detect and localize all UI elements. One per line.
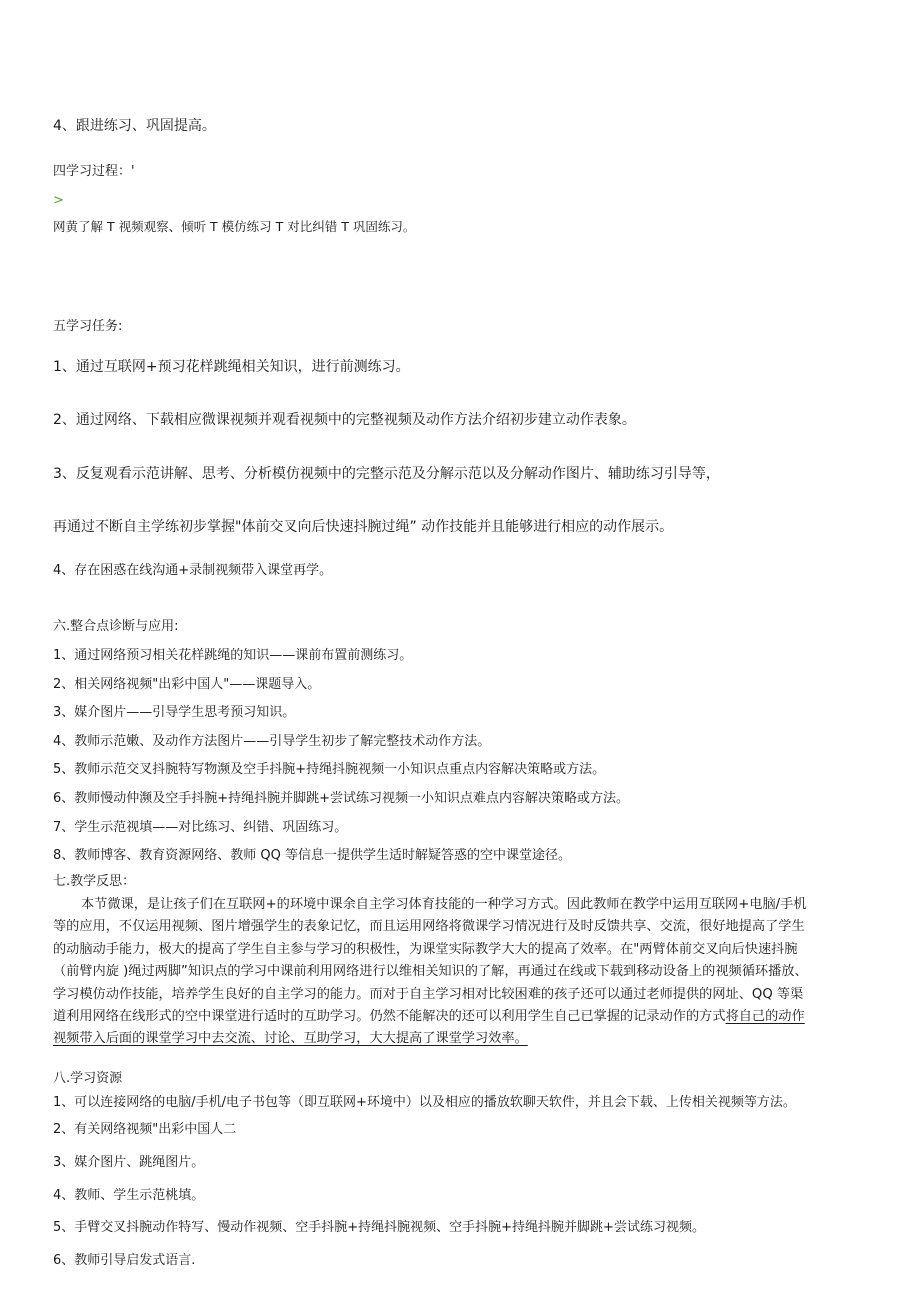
tasks-heading: 五学习任务: xyxy=(53,319,123,334)
task-item: 3、反复观看示范讲解、思考、分析模仿视频中的完整示范及分解示范以及分解动作图片、辅助练习引导等， xyxy=(53,466,720,482)
reflection-line: 学习模仿动作技能，培养学生良好的自主学习的能力。而对于自主学习相对比较困难的孩子还可以通过老师提供的网址、QQ 等渠 xyxy=(53,986,804,1002)
integration-item: 7、学生示范视填——对比练习、纠错、巩固练习。 xyxy=(53,820,348,835)
integration-item: 8、教师博客、教育资源网络、教师 QQ 等信息一提供学生适时解疑答惑的空中课堂途径。 xyxy=(53,848,572,863)
task-item: 1、通过互联网+预习花样跳绳相关知识，进行前测练习。 xyxy=(53,359,410,375)
reflection-line: （前臂内旋 )绳过两脚”知识点的学习中课前利用网络进行以维相关知识的了解，再通过在线或下载到移动设备上的视频循环播放、 xyxy=(53,964,808,980)
reflection-heading: 七.教学反思： xyxy=(53,874,136,889)
reflection-line: 本节微课，是让孩子们在互联网+的环境中课余自主学习体育技能的一种学习方式。因此教师在教学中运用互联网+电脑/手机 xyxy=(81,897,807,912)
reflection-paragraph xyxy=(53,894,845,1051)
reflection-line: 等的应用，不仅运用视频、图片增强学生的表象记忆，而且运用网络将微课学习情况进行及时反馈共享、交流，很好地提高了学生 xyxy=(53,919,805,935)
task-item: 再通过不断自主学练初步掌握"体前交叉向后快速抖腕过绳” 动作技能并且能够进行相应的动作展示。 xyxy=(53,519,674,535)
task-item: 4、存在困惑在线沟通+录制视频带入课堂再学。 xyxy=(53,563,333,578)
reflection-underlined-text: 将自己的动作 xyxy=(725,1009,805,1025)
reflection-text: 道利用网络在线形式的空中课堂进行适时的互助学习。仍然不能解决的还可以利用学生自己已掌握的记录动作的方式 xyxy=(53,1009,726,1025)
reflection-line: 的动脑动手能力，极大的提高了学生自主参与学习的积极性，为课堂实际教学大大的提高了效率。在"两臂体前交叉向后快速抖腕 xyxy=(53,941,798,957)
integration-item: 6、教师慢动仲濒及空手抖腕+持绳抖腕并脚跳+尝试练习视频一小知识点难点内容解决策略或方法。 xyxy=(53,791,630,806)
reflection-line-underlined: 视频带入后面的课堂学习中去交流、讨论、互助学习，大大提高了课堂学习效率。 xyxy=(53,1031,528,1047)
resource-item: 1、可以连接网络的电脑/手机/电子书包等（即互联网+环境中）以及相应的播放软聊天软件，并且会下载、上传相关视频等方法。 xyxy=(53,1095,796,1110)
integration-item: 5、教师示范交叉抖腕特写物濒及空手抖腕+持绳抖腕视频一小知识点重点内容解决策略或方法。 xyxy=(53,762,606,777)
resource-item: 6、教师引导启发式语言. xyxy=(53,1253,196,1268)
integration-heading: 六.整合点诊断与应用: xyxy=(53,619,179,634)
task-item: 2、通过网络、下载相应微课视频并观看视频中的完整视频及动作方法介绍初步建立动作表象。 xyxy=(53,412,636,428)
process-flow: 网黄了解 T 视频观察、倾听 T 模仿练习 T 对比纠错 T 巩固练习。 xyxy=(53,219,416,234)
integration-item: 2、相关网络视频"出彩中国人"——课题导入。 xyxy=(53,677,321,692)
integration-item: 4、教师示范嫩、及动作方法图片——引导学生初步了解完整技术动作方法。 xyxy=(53,734,491,749)
resource-item: 4、教师、学生示范桃填。 xyxy=(53,1188,205,1203)
resources-heading: 八.学习资源 xyxy=(53,1071,123,1086)
arrow-icon: > xyxy=(53,193,64,208)
integration-item: 1、通过网络预习相关花样跳绳的知识——课前布置前测练习。 xyxy=(53,648,413,663)
objective-item-4: 4、跟进练习、巩固提高。 xyxy=(53,118,216,134)
resource-item: 3、媒介图片、跳绳图片。 xyxy=(53,1155,205,1170)
resource-item: 2、有关网络视频"出彩中国人二 xyxy=(53,1122,237,1137)
integration-item: 3、媒介图片——引导学生思考预习知识。 xyxy=(53,705,296,720)
process-heading: 四学习过程：' xyxy=(53,164,135,179)
reflection-line xyxy=(53,1006,845,1028)
resource-item: 5、手臂交叉抖腕动作特写、慢动作视频、空手抖腕+持绳抖腕视频、空手抖腕+持绳抖腕并脚跳+尝试练习视频。 xyxy=(53,1220,705,1235)
